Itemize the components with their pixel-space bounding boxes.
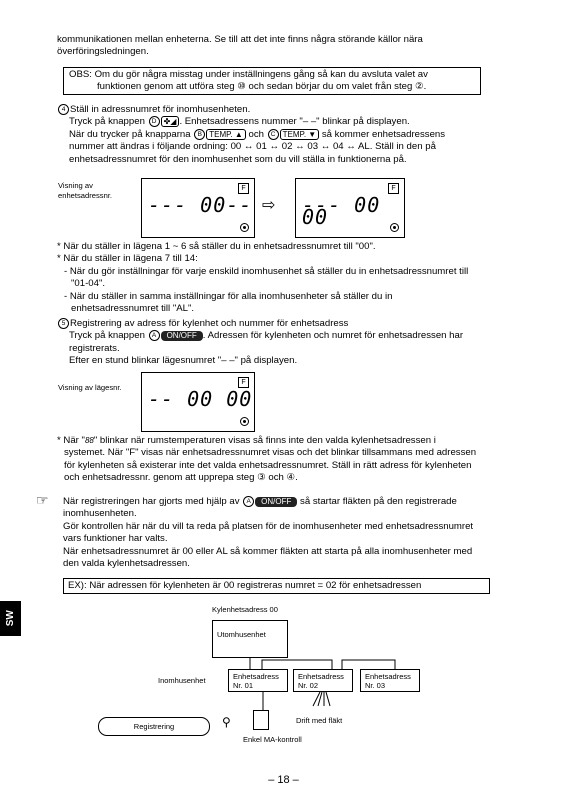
lcd-display-mode: F -- 00 00 xyxy=(141,372,255,432)
language-tab: SW xyxy=(0,601,21,636)
lcd-display-b: F --- 00 00 xyxy=(295,178,405,238)
fan-button-icon: ✤◢ xyxy=(161,116,180,127)
indoor-unit-03: Enhetsadress Nr. 03 xyxy=(360,669,420,692)
obs-box: OBS: Om du gör några misstag under inställningens gång så kan du avsluta valet av funktionen genom att utföra steg ⑩ och sedan börjar du om valet från steg ②. xyxy=(63,67,481,95)
hint-text: När registreringen har gjorts med hjälp av A ON/OFF så startar fläkten på den registrerade inomhusenheten. Gör kontrollen här när du vill ta reda på platsen för de inomhusenheter med enhetsadressnumret vars funktioner har valts. När enhetsadressnumret är 00 eller AL så kommer fläkten att starta på alla inomhusenheter med den valda kylenhetsadressen. xyxy=(63,496,474,570)
example-box: EX): När adressen för kylenheten är 00 registreras numret = 02 för enhetsadressen xyxy=(63,578,490,594)
registration-label: Registrering xyxy=(98,717,210,736)
temp-up-button: TEMP. ▲ xyxy=(206,129,246,140)
f-indicator: F xyxy=(238,183,249,194)
indoor-unit-label: Inomhusenhet xyxy=(158,676,206,685)
f-indicator: F xyxy=(388,183,399,194)
indoor-unit-02: Enhetsadress Nr. 02 xyxy=(293,669,353,692)
step-title: Ställ in adressnumret för inomhusenheten. xyxy=(70,104,251,115)
arrow-right-icon: ⇨ xyxy=(262,197,276,214)
intro-text: kommunikationen mellan enheterna. Se till att det inte finns några störande källor nära överföringsledningen. xyxy=(57,34,423,58)
display-label-mode: Visning av lägesnr. xyxy=(58,383,122,392)
indoor-unit-01: Enhetsadress Nr. 01 xyxy=(228,669,288,692)
display-label: Visning av enhetsadressnr. xyxy=(58,181,113,200)
page-number: – 18 – xyxy=(268,774,299,786)
controller-icon xyxy=(253,710,269,730)
ref-address-label: Kylenhetsadress 00 xyxy=(212,605,278,614)
hand-pointer-icon: ☞ xyxy=(36,492,49,508)
step-5: 5 Registrering av adress för kylenhet och nummer för enhetsadress Tryck på knappen A ON/OFF . Adressen för kylenheten och numret för enhetsadressen har registrerats. Efter en stund blinkar lägesnumret "– –" på displayen. xyxy=(57,318,527,368)
magnifier-icon: ⚲ xyxy=(222,715,231,729)
on-off-button: ON/OFF xyxy=(255,497,297,507)
fan-operation-label: Drift med fläkt xyxy=(296,716,343,725)
on-off-button: ON/OFF xyxy=(161,331,203,341)
controller-label: Enkel MA-kontroll xyxy=(243,735,302,744)
lcd-display-a: F --- 00-- xyxy=(141,178,255,238)
step-4: 4 Ställ in adressnumret för inomhusenheten. Tryck på knappen D ✤◢ . Enhetsadressens nummer "– –" blinkar på displayen. När du trycker på knapparna B TEMP. ▲ och C TEMP. ▼ så kommer enhetsadressens nummer att ändras i följande ordning: 00 ↔ 01 ↔ 02 ↔ 03 ↔ 04 ↔ AL. Ställ in den på enhetsadressnumret för den inomhusenhet som du vill ställa in funktionerna på. xyxy=(57,104,522,166)
notes-5: * När "88" blinkar när rumstemperaturen visas så finns inte den valda kylenhetsadressen i systemet. När "F" visas när enhetsadressnumret visas och det blinkar tillsammans med adressen för kylenheten så existerar inte det valda enhetsadressnumret. Ställ in rätt adress för kylenheten och enhetsadressnr. genom att upprepa steg ③ och ④. xyxy=(57,435,477,484)
outdoor-unit: Utomhusenhet xyxy=(212,620,288,658)
temp-down-button: TEMP. ▼ xyxy=(280,129,320,140)
notes-4: * När du ställer in lägena 1 ~ 6 så ställer du in enhetsadressnumret till "00". * När du ställer in lägena 7 till 14: - När du gör inställningar för varje enskild inomhusenhet så ställer du in enhetsadressnumret till "01-04". - När du ställer in samma inställningar för alla inomhusenheter så ställer du in enhetsadressnumret till "AL". xyxy=(57,241,469,315)
step-number: 4 xyxy=(58,104,69,115)
